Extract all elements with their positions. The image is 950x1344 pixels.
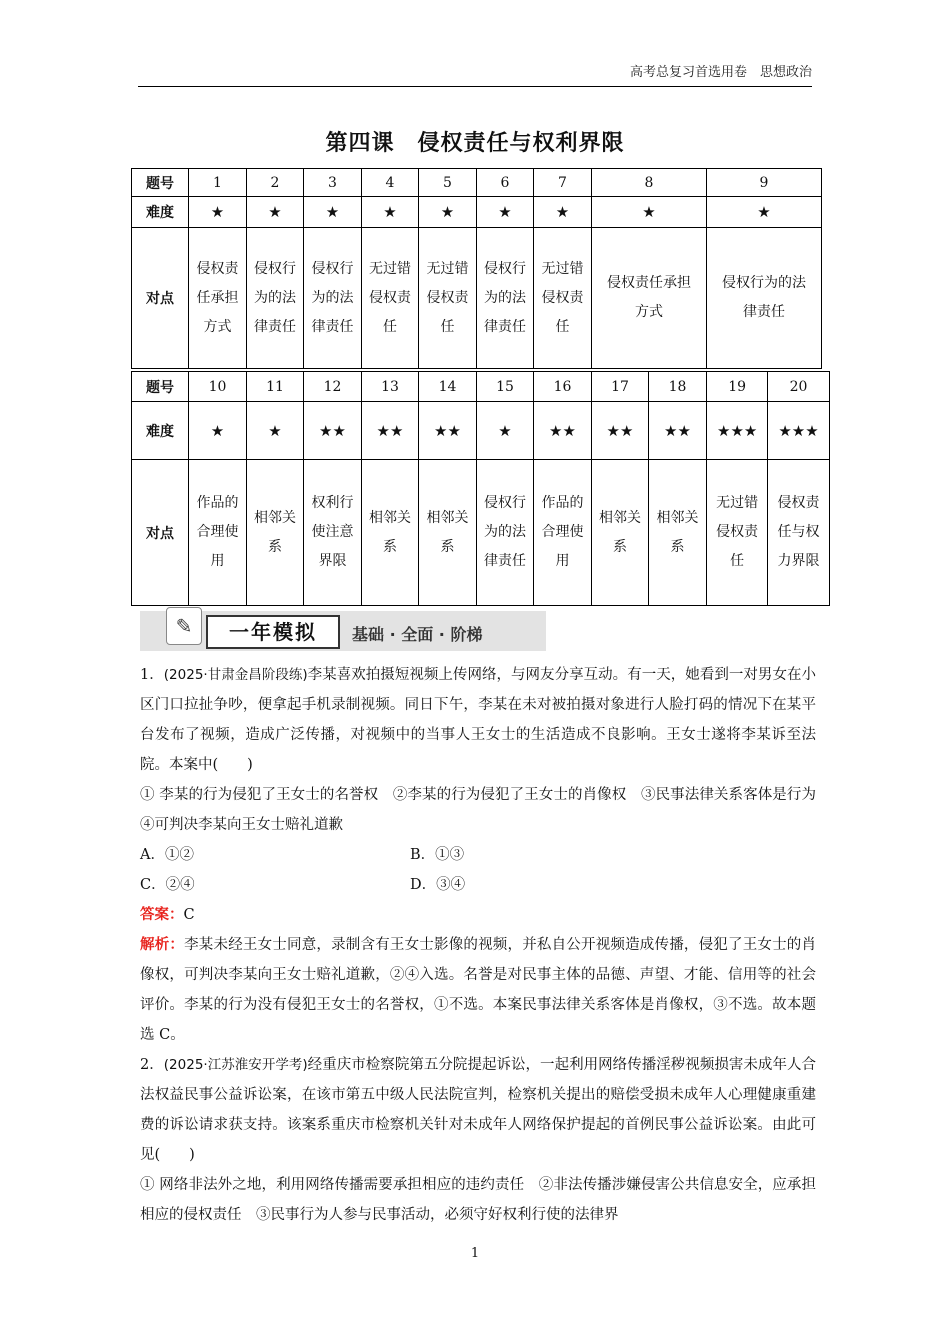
number-cell: 8 [592, 169, 707, 197]
difficulty-star: ★★ [649, 402, 707, 460]
topic-cell: 侵权行为的法律责任 [247, 228, 304, 369]
topic-cell: 侵权行为的法律责任 [477, 460, 534, 606]
number-cell: 10 [189, 372, 247, 402]
header-cell: 对点 [132, 228, 189, 369]
option-b: B．①③ [410, 847, 465, 863]
difficulty-star: ★ [362, 197, 419, 228]
header-cell: 题号 [132, 372, 189, 402]
option-row [140, 870, 816, 900]
topic-cell: 侵权行为的法律责任 [707, 228, 822, 369]
running-header: 高考总复习首选用卷 思想政治 [138, 60, 812, 87]
difficulty-star: ★ [592, 197, 707, 228]
option-row [140, 840, 816, 870]
topic-cell: 相邻关系 [419, 460, 477, 606]
number-cell: 12 [304, 372, 362, 402]
topic-cell: 作品的合理使用 [534, 460, 592, 606]
topic-cell: 无过错侵权责任 [419, 228, 477, 369]
difficulty-star: ★ [419, 197, 477, 228]
topic-cell: 无过错侵权责任 [534, 228, 592, 369]
section-subtitle: 基础 · 全面 · 阶梯 [352, 625, 483, 644]
table-row [132, 197, 822, 228]
difficulty-star: ★ [477, 197, 534, 228]
question-2-statements: ① 网络非法外之地，利用网络传播需要承担相应的违约责任 ②非法传播涉嫌侵害公共信息安全，应承担相应的侵权责任 ③民事行为人参与民事活动，必须守好权利行使的法律界 [140, 1177, 816, 1223]
topic-cell: 相邻关系 [247, 460, 304, 606]
number-cell: 15 [477, 372, 534, 402]
question-text: 经重庆市检察院第五分院提起诉讼，一起利用网络传播淫秽视频损害未成年人合法权益民事公益诉讼案，在该市第五中级人民法院宣判，检察机关提出的赔偿受损未成年人心理健康重建费的诉讼请求获支持。该案系重庆市检察机关针对未成年人网络保护提起的首例民事公益诉讼案。由此可见( ) [140, 1057, 816, 1163]
answer-value: C [183, 907, 195, 923]
number-cell: 11 [247, 372, 304, 402]
number-cell: 9 [707, 169, 822, 197]
topic-cell: 侵权责任与权力界限 [768, 460, 829, 606]
question-content [140, 660, 831, 1230]
topic-cell: 侵权责任承担方式 [592, 228, 707, 369]
question-source: (2025·江苏淮安开学考) [163, 1057, 308, 1073]
page-number: 1 [470, 1246, 480, 1261]
option-a: A．①② [140, 847, 194, 863]
table-row [132, 402, 830, 460]
difficulty-star: ★★ [362, 402, 419, 460]
number-cell: 14 [419, 372, 477, 402]
number-cell: 5 [419, 169, 477, 197]
page-title: 第四课 侵权责任与权利界限 [325, 131, 625, 156]
pencil-icon: ✎ [166, 607, 202, 645]
analysis-text: 李某未经王女士同意，录制含有王女士影像的视频，并私自公开视频造成传播，侵犯了王女士的肖像权，可判决李某向王女士赔礼道歉，②④入选。名誉是对民事主体的品德、声望、才能、信用等的社会评价。李某的行为没有侵犯王女士的名誉权，①不选。本案民事法律关系客体是肖像权，③不选。故本题选 C。 [140, 937, 817, 1043]
question-number: 1． [140, 667, 164, 683]
answer-line [140, 900, 816, 930]
number-cell: 2 [247, 169, 304, 197]
question-number: 2． [140, 1057, 164, 1073]
number-cell: 6 [477, 169, 534, 197]
option-c: C．②④ [140, 877, 195, 893]
topic-cell: 侵权行为的法律责任 [304, 228, 362, 369]
question-1-statements: ① 李某的行为侵犯了王女士的名誉权 ②李某的行为侵犯了王女士的肖像权 ③民事法律关系客体是行为 ④可判决李某向王女士赔礼道歉 [140, 787, 831, 833]
topic-cell: 无过错侵权责任 [362, 228, 419, 369]
number-cell: 1 [189, 169, 247, 197]
table-row [132, 228, 822, 369]
topic-cell: 相邻关系 [592, 460, 649, 606]
header-cell: 难度 [132, 197, 189, 228]
number-cell: 19 [707, 372, 768, 402]
question-text: 李某喜欢拍摄短视频上传网络，与网友分享互动。有一天，她看到一对男女在小区门口拉扯争吵，便拿起手机录制视频。同日下午，李某在未对被拍摄对象进行人脸打码的情况下在某平台发布了视频，造成广泛传播，对视频中的当事人王女士的生活造成不良影响。王女士遂将李某诉至法院。本案中( ) [140, 667, 816, 773]
topic-cell: 相邻关系 [649, 460, 707, 606]
number-cell: 18 [649, 372, 707, 402]
number-cell: 16 [534, 372, 592, 402]
number-cell: 3 [304, 169, 362, 197]
table-row [132, 169, 822, 197]
difficulty-table-2 [131, 371, 830, 606]
question-2-stem [140, 1050, 816, 1170]
topic-cell: 权利行使注意界限 [304, 460, 362, 606]
difficulty-star: ★★ [304, 402, 362, 460]
difficulty-star: ★★★ [768, 402, 829, 460]
difficulty-star: ★ [189, 197, 247, 228]
difficulty-star: ★★ [419, 402, 477, 460]
header-cell: 题号 [132, 169, 189, 197]
question-source: (2025·甘肃金昌阶段练) [163, 667, 308, 683]
difficulty-star: ★ [304, 197, 362, 228]
difficulty-table-1 [131, 168, 822, 369]
option-d: D．③④ [410, 877, 466, 893]
difficulty-star: ★★★ [707, 402, 768, 460]
difficulty-star: ★ [247, 197, 304, 228]
difficulty-star: ★ [534, 197, 592, 228]
number-cell: 4 [362, 169, 419, 197]
table-row [132, 460, 830, 606]
topic-cell: 侵权行为的法律责任 [477, 228, 534, 369]
header-cell: 对点 [132, 460, 189, 606]
header-cell: 难度 [132, 402, 189, 460]
question-1-stem [140, 660, 816, 780]
difficulty-star: ★ [707, 197, 822, 228]
answer-label: 答案： [140, 907, 184, 923]
difficulty-star: ★ [247, 402, 304, 460]
number-cell: 17 [592, 372, 649, 402]
difficulty-star: ★ [477, 402, 534, 460]
topic-cell: 无过错侵权责任 [707, 460, 768, 606]
topic-cell: 侵权责任承担方式 [189, 228, 247, 369]
topic-cell: 作品的合理使用 [189, 460, 247, 606]
table-row [132, 372, 830, 402]
difficulty-star: ★★ [534, 402, 592, 460]
number-cell: 20 [768, 372, 829, 402]
section-title: 一年模拟 [206, 615, 340, 649]
analysis-paragraph [140, 930, 816, 1050]
analysis-label: 解析： [140, 937, 185, 953]
topic-cell: 相邻关系 [362, 460, 419, 606]
difficulty-star: ★★ [592, 402, 649, 460]
number-cell: 13 [362, 372, 419, 402]
difficulty-star: ★ [189, 402, 247, 460]
number-cell: 7 [534, 169, 592, 197]
